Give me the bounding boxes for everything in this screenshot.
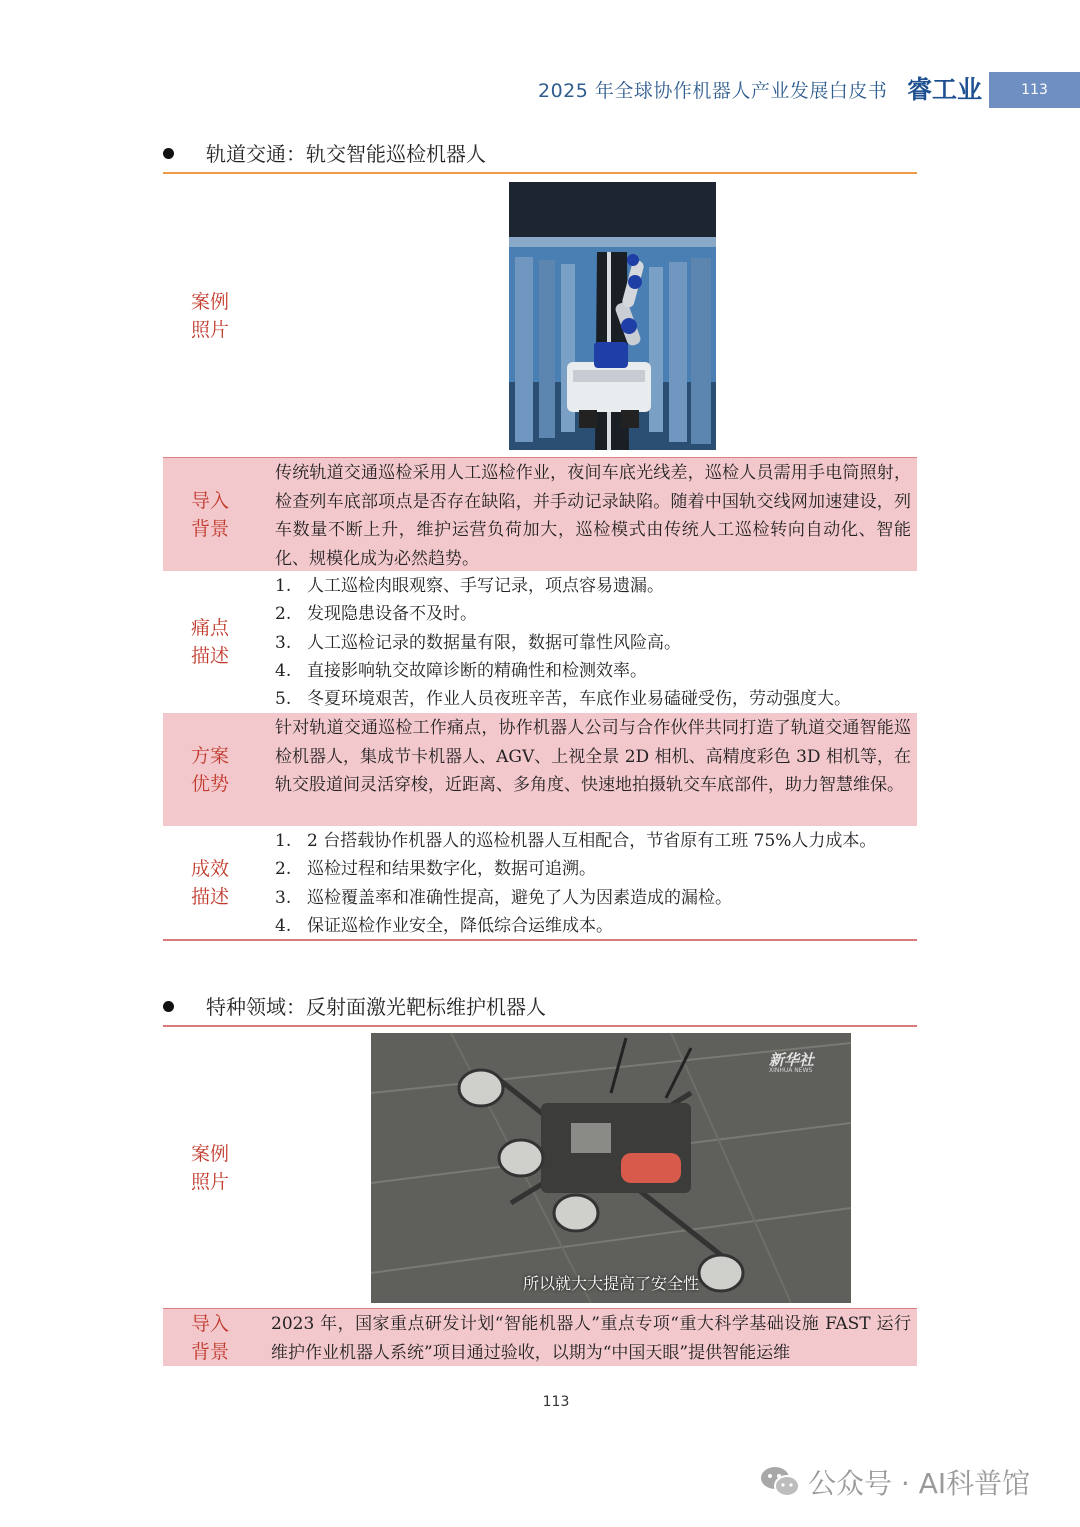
- watermark-text: 公众号 · AI科普馆: [808, 1467, 1031, 1500]
- bullet-icon: [163, 1001, 174, 1012]
- background-label: 导入 背景: [191, 1313, 230, 1363]
- solution-text: 针对轨道交通巡检工作痛点，协作机器人公司与合作伙伴共同打造了轨道交通智能巡检机器人，集成节卡机器人、AGV、上视全景 2D 相机、高精度彩色 3D 相机等，在轨交股道间灵活穿梭，近距离、多角度、快速地拍摄轨交车底部件，助力智慧维保。: [275, 718, 911, 795]
- case-photo-label: 案例 照片: [191, 291, 230, 341]
- background-row: [163, 458, 917, 571]
- section-heading-text: 特种领域：反射面激光靶标维护机器人: [206, 995, 546, 1019]
- document-title: 2025 年全球协作机器人产业发展白皮书: [538, 80, 888, 102]
- list-item: 1. 人工巡检肉眼观察、手写记录，项点容易遗漏。: [275, 576, 664, 596]
- bullet-icon: [163, 148, 174, 159]
- results-list: [275, 827, 915, 940]
- page-number: 113: [542, 1394, 570, 1410]
- case-photo-label: 案例 照片: [191, 1143, 230, 1193]
- list-item: 1. 2 台搭载协作机器人的巡检机器人互相配合，节省原有工班 75%人力成本。: [275, 831, 877, 851]
- list-item: 4. 直接影响轨交故障诊断的精确性和检测效率。: [275, 660, 647, 681]
- brand-logo-text: 睿工业: [907, 75, 983, 104]
- list-item: 4. 保证巡检作业安全，降低综合运维成本。: [275, 915, 613, 936]
- background-row: [163, 1309, 917, 1366]
- watermark: [760, 1462, 1030, 1506]
- background-label: 导入 背景: [191, 490, 230, 540]
- list-item: 5. 冬夏环境艰苦，作业人员夜班辛苦，车底作业易磕碰受伤，劳动强度大。: [275, 689, 851, 710]
- fast-maintenance-robot-photo: [371, 1033, 851, 1303]
- background-text: 传统轨道交通巡检采用人工巡检作业，夜间车底光线差，巡检人员需用手电筒照射，检查列车底部项点是否存在缺陷，并手动记录缺陷。随着中国轨交线网加速建设，列车数量不断上升，维护运营负荷加大，巡检模式由传统人工巡检转向自动化、智能化、规模化成为必然趋势。: [275, 463, 911, 569]
- pain-points-label: 痛点 描述: [191, 617, 230, 667]
- section-end-divider: [163, 939, 917, 941]
- list-item: 3. 人工巡检记录的数据量有限，数据可靠性风险高。: [275, 632, 681, 653]
- pain-points-list: [275, 572, 915, 713]
- background-text: 2023 年，国家重点研发计划“智能机器人”重点专项“重大科学基础设施 FAST 运行维护作业机器人系统”项目通过验收，以期为“中国天眼”提供智能运维: [271, 1314, 911, 1363]
- solution-row: [163, 713, 917, 826]
- section-heading-special: [163, 991, 546, 1020]
- rail-inspection-robot-photo: [509, 182, 716, 450]
- list-item: 2. 发现隐患设备不及时。: [275, 604, 477, 625]
- results-row: [163, 826, 917, 940]
- news-logo: 新华社: [769, 1051, 815, 1069]
- pain-points-row: [163, 571, 917, 713]
- solution-label: 方案 优势: [191, 745, 230, 795]
- wechat-icon: [760, 1465, 800, 1506]
- section-heading-rail: [163, 138, 486, 167]
- list-item: 2. 巡检过程和结果数字化，数据可追溯。: [275, 859, 596, 880]
- list-item: 3. 巡检覆盖率和准确性提高，避免了人为因素造成的漏检。: [275, 887, 732, 908]
- video-caption: 所以就大大提高了安全性: [522, 1274, 699, 1293]
- news-logo-sub: XINHUA NEWS: [769, 1067, 813, 1074]
- results-label: 成效 描述: [191, 858, 230, 908]
- page-badge: 113: [989, 72, 1080, 108]
- section-heading-text: 轨道交通：轨交智能巡检机器人: [206, 142, 486, 166]
